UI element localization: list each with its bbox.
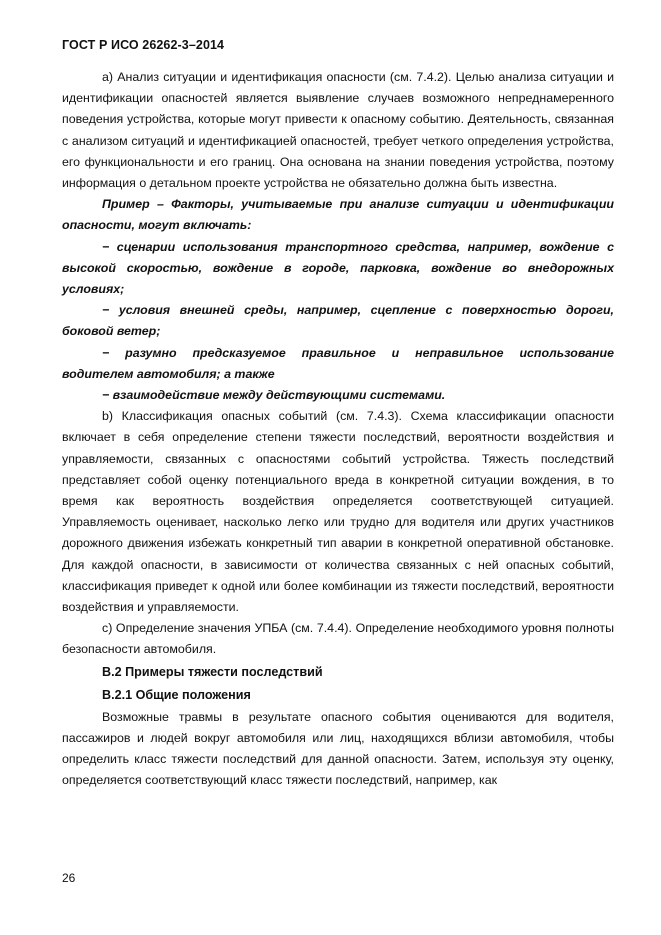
document-code-header: ГОСТ Р ИСО 26262-3–2014 [62, 38, 225, 52]
paragraph-a-situation-analysis: а) Анализ ситуации и идентификация опасности (см. 7.4.2). Целью анализа ситуации и идентификации опасностей является выявление случаев возможного непреднамеренного поведения устройства, которые могут привести к опасному событию. Деятельность, связанная с анализом ситуаций и идентификацией опасностей, требует четкого определения устройства, его функциональности и его границ. Она основана на знании поведения устройства, поэтому информация о детальном проекте устройства не обязательно должна быть известна. [62, 70, 614, 191]
paragraph-c-asil-determination: с) Определение значения УПБА (см. 7.4.4). Определение необходимого уровня полноты безопасности автомобиля. [62, 621, 614, 657]
example-item-system-interaction: − взаимодействие между действующими системами. [102, 388, 446, 403]
page-number: 26 [62, 871, 76, 885]
example-item-environment: − условия внешней среды, например, сцепление с поверхностью дороги, боковой ветер; [62, 303, 614, 339]
example-intro: Пример – Факторы, учитываемые при анализе ситуации и идентификации опасности, могут включать: [62, 197, 614, 233]
paragraph-b-hazard-classification: b) Классификация опасных событий (см. 7.4.3). Схема классификации опасности включает в себя определение степени тяжести последствий, вероятности воздействия и управляемости, связанных с опасностями событий устройства. Тяжесть последствий представляет собой оценку потенциального вреда в конкретной ситуации вождения, в то время как вероятность воздействия определяется соответствующей ситуацией. Управляемость оценивает, насколько легко или трудно для водителя или других участников дорожного движения избежать конкретный тип аварии в конкретной оперативной обстановке. Для каждой опасности, в зависимости от количества связанных с ней опасных событий, классификация приведет к одной или более комбинации из тяжести последствий, вероятности воздействия и управляемости. [62, 409, 614, 615]
section-heading-b2: В.2 Примеры тяжести последствий [102, 664, 323, 679]
section-heading-b21: В.2.1 Общие положения [102, 687, 251, 702]
page-body [62, 67, 614, 792]
example-item-usage-scenarios: − сценарии использования транспортного средства, например, вождение с высокой скоростью, вождение в городе, парковка, вождение во внедорожных условиях; [62, 239, 614, 297]
example-item-driver-use: − разумно предсказуемое правильное и неправильное использование водителем автомобиля; а также [62, 345, 614, 381]
paragraph-general-provisions: Возможные травмы в результате опасного события оцениваются для водителя, пассажиров и людей вокруг автомобиля или лиц, находящихся вблизи автомобиля, чтобы определить класс тяжести последствий для данной опасности. Затем, используя эту оценку, определяется соответствующий класс тяжести последствий, например, как [62, 709, 614, 788]
